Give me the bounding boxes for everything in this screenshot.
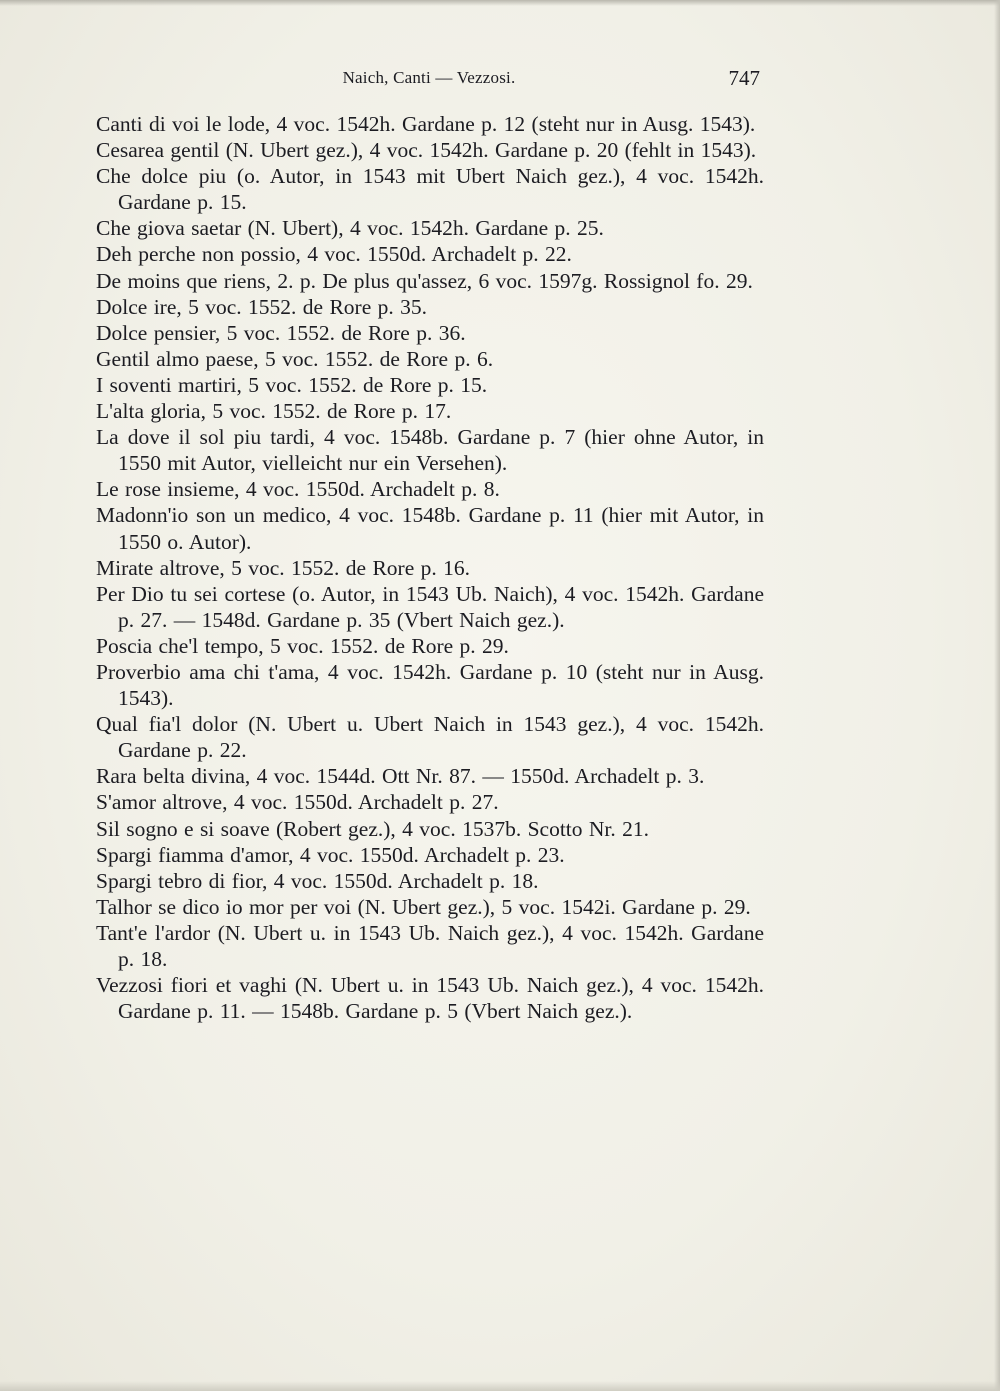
index-entry: Che dolce piu (o. Autor, in 1543 mit Ubert Naich gez.), 4 voc. 1542h. Gardane p. 15. (96, 164, 764, 215)
index-entry: Madonn'io son un medico, 4 voc. 1548b. Gardane p. 11 (hier mit Autor, in 1550 o. Autor). (96, 503, 764, 554)
index-entry: Tant'e l'ardor (N. Ubert u. in 1543 Ub. Naich gez.), 4 voc. 1542h. Gardane p. 18. (96, 920, 764, 971)
index-entry: De moins que riens, 2. p. De plus qu'assez, 6 voc. 1597g. Rossignol fo. 29. (96, 268, 753, 293)
index-entry: Spargi tebro di fior, 4 voc. 1550d. Archadelt p. 18. (96, 868, 539, 893)
index-entry: S'amor altrove, 4 voc. 1550d. Archadelt p. 27. (96, 790, 499, 815)
index-entry: Vezzosi fiori et vaghi (N. Ubert u. in 1543 Ub. Naich gez.), 4 voc. 1542h. Gardane p. 11. — 1548b. Gardane p. 5 (Vbert Naich gez.). (96, 973, 764, 1024)
index-entry: Dolce pensier, 5 voc. 1552. de Rore p. 36. (96, 320, 466, 345)
page-edge-shadow-top (0, 0, 1000, 6)
index-entry: Canti di voi le lode, 4 voc. 1542h. Gardane p. 12 (steht nur in Ausg. 1543). (96, 112, 756, 136)
index-entry: Gentil almo paese, 5 voc. 1552. de Rore p. 6. (96, 346, 494, 371)
index-entry: Qual fia'l dolor (N. Ubert u. Ubert Naich in 1543 gez.), 4 voc. 1542h. Gardane p. 22. (96, 712, 764, 763)
index-entry: La dove il sol piu tardi, 4 voc. 1548b. Gardane p. 7 (hier ohne Autor, in 1550 mit Autor, vielleicht nur ein Versehen). (96, 425, 764, 476)
page-edge-shadow-right (994, 0, 1000, 1391)
page-edge-shadow-bottom (0, 1381, 1000, 1391)
index-entry: Sil sogno e si soave (Robert gez.), 4 voc. 1537b. Scotto Nr. 21. (96, 816, 650, 841)
index-entry: Che giova saetar (N. Ubert), 4 voc. 1542h. Gardane p. 25. (96, 216, 604, 241)
index-entry: Proverbio ama chi t'ama, 4 voc. 1542h. Gardane p. 10 (steht nur in Ausg. 1543). (96, 659, 764, 711)
index-entry: Rara belta divina, 4 voc. 1544d. Ott Nr. 87. — 1550d. Archadelt p. 3. (96, 764, 705, 789)
index-entries (96, 111, 764, 1024)
index-entry: I soventi martiri, 5 voc. 1552. de Rore p. 15. (96, 372, 488, 397)
running-title: Naich, Canti — Vezzosi. (342, 68, 516, 87)
index-entry: Cesarea gentil (N. Ubert gez.), 4 voc. 1542h. Gardane p. 20 (fehlt in 1543). (96, 138, 757, 163)
index-entry: Talhor se dico io mor per voi (N. Ubert gez.), 5 voc. 1542i. Gardane p. 29. (96, 894, 751, 919)
index-entry: Le rose insieme, 4 voc. 1550d. Archadelt p. 8. (96, 477, 500, 502)
index-entry: Spargi fiamma d'amor, 4 voc. 1550d. Archadelt p. 23. (96, 842, 565, 867)
page-number: 747 (728, 66, 760, 90)
index-entry: Dolce ire, 5 voc. 1552. de Rore p. 35. (96, 294, 428, 319)
index-entry: Mirate altrove, 5 voc. 1552. de Rore p. 16. (96, 555, 471, 580)
index-entry: Per Dio tu sei cortese (o. Autor, in 1543 Ub. Naich), 4 voc. 1542h. Gardane p. 27. — 1548d. Gardane p. 35 (Vbert Naich gez.). (96, 581, 764, 632)
index-entry: Deh perche non possio, 4 voc. 1550d. Archadelt p. 22. (96, 242, 572, 267)
index-entry: Poscia che'l tempo, 5 voc. 1552. de Rore p. 29. (96, 633, 509, 658)
page-header (96, 66, 762, 96)
index-entry: L'alta gloria, 5 voc. 1552. de Rore p. 17. (96, 399, 452, 424)
